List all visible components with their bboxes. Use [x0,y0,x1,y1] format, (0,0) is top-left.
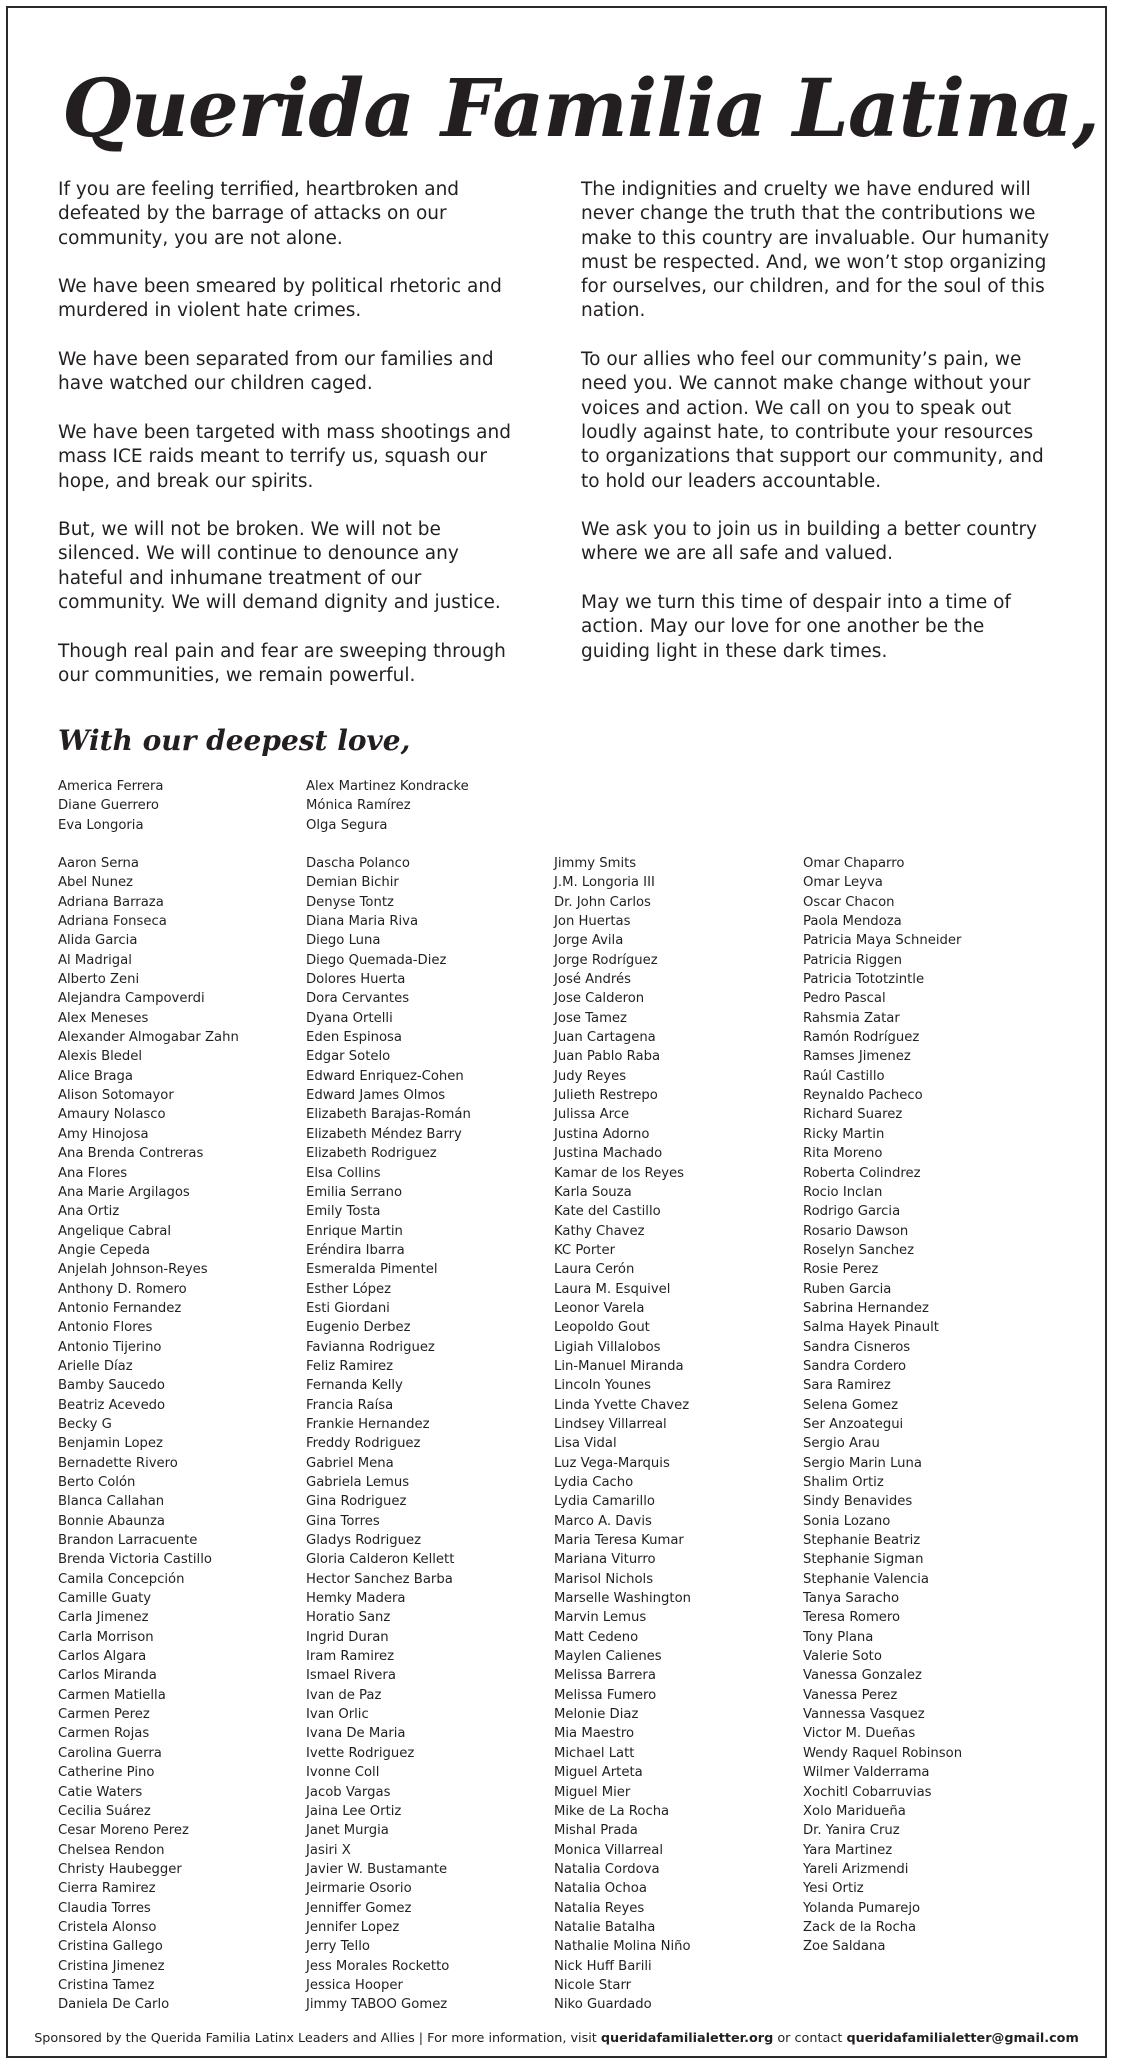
signer-name: Sergio Arau [803,1436,880,1452]
signer-name: Carmen Matiella [58,1687,166,1703]
signer-name: Sandra Cordero [803,1358,907,1374]
signer-name: Monica Villarreal [554,1842,663,1858]
signer-name: Rocio Inclan [803,1184,883,1200]
signer-name: Al Madrigal [58,952,132,968]
signer-name: Miguel Mier [554,1784,631,1800]
signer-name: Hemky Madera [306,1591,406,1607]
body-column-left [58,178,518,713]
signer-name: Camila Concepción [58,1571,185,1587]
signer-name: Adriana Barraza [58,894,164,910]
signer-name: Cecilia Suárez [58,1803,151,1819]
signer-name: Cristina Jimenez [58,1958,165,1974]
signer-name: Marvin Lemus [554,1610,647,1626]
signer-name: Alexander Almogabar Zahn [58,1030,239,1046]
signer-name: Cristina Gallego [58,1939,163,1955]
signer-name: Ingrid Duran [306,1629,389,1645]
signer-name: Vanessa Gonzalez [803,1668,922,1684]
signer-name: Wendy Raquel Robinson [803,1745,963,1761]
signer-name: José Andrés [554,972,631,988]
signer-name: Rahsmia Zatar [803,1010,900,1026]
signer-name: Rosario Dawson [803,1223,909,1239]
signer-name: Ser Anzoategui [803,1416,904,1432]
signer-name: Alberto Zeni [58,972,140,988]
signer-name: Carla Jimenez [58,1610,149,1626]
letter-page [6,6,1107,2058]
signers-col-1 [58,854,239,2015]
signer-name: Yesi Ortiz [803,1881,864,1897]
signer-name: Abel Nunez [58,875,133,891]
signer-name: J.M. Longoria III [554,875,655,891]
body-column-right [581,178,1051,688]
signer-name: Julissa Arce [554,1107,630,1123]
signer-name: Ramón Rodríguez [803,1030,920,1046]
signer-name: Carmen Perez [58,1707,150,1723]
signer-name: Tony Plana [803,1629,874,1645]
body-paragraph: We have been smeared by political rhetoric and murdered in violent hate crimes. [58,276,502,322]
signer-name: Yolanda Pumarejo [803,1900,921,1916]
signer-name: Lydia Cacho [554,1475,634,1490]
signer-name: Patricia Tototzintle [803,972,925,988]
signer-name: Jaina Lee Ortiz [306,1803,402,1819]
signer-name: Justina Adorno [554,1126,650,1142]
signer-name: Carolina Guerra [58,1745,162,1761]
signer-name: Lincoln Younes [554,1378,651,1394]
signer-name: Ivana De Maria [306,1726,406,1742]
signer-name: Maylen Calienes [554,1649,662,1665]
signer-name: Zack de la Rocha [803,1919,917,1935]
signer-name: Natalia Reyes [554,1900,645,1916]
signer-name: Mike de La Rocha [554,1803,670,1819]
signer-name: Gina Rodriguez [306,1494,407,1510]
signer-name: Iram Ramirez [306,1649,395,1665]
signer-name: Jasiri X [306,1842,351,1858]
signer-name: Linda Yvette Chavez [554,1397,690,1413]
signer-name: Camille Guaty [58,1591,152,1607]
signer-name: Angie Cepeda [58,1242,150,1258]
signer-name: Horatio Sanz [306,1610,391,1626]
signer-name: Alex Meneses [58,1010,149,1026]
signer-name: Cristela Alonso [58,1919,157,1935]
body-paragraph: We have been separated from our families and have watched our children caged. [58,349,494,395]
signer-name: Roberta Colindrez [803,1165,921,1181]
signer-name: Lin-Manuel Miranda [554,1358,684,1374]
signer-name: Bamby Saucedo [58,1378,165,1394]
signer-name: Lydia Camarillo [554,1494,655,1510]
signer-name: Juan Cartagena [554,1030,656,1046]
signer-name: Melissa Fumero [554,1687,657,1703]
signer-name: Jon Huertas [554,914,631,930]
signer-name: Ivan Orlic [306,1707,369,1723]
signer-name: Sabrina Hernandez [803,1300,929,1316]
signer-name: Cesar Moreno Perez [58,1823,189,1839]
signer-name: Elizabeth Barajas-Román [306,1107,471,1123]
signer-name: Arielle Díaz [58,1358,133,1374]
signer-name: Zoe Saldana [803,1939,886,1955]
signer-name: Ivonne Coll [306,1765,380,1781]
signer-name: Xolo Maridueña [803,1803,906,1819]
signer-name: Feliz Ramirez [306,1358,394,1374]
signer-name: Jess Morales Rocketto [306,1958,450,1974]
signer-name: Leopoldo Gout [554,1320,650,1336]
signer-name: Rosie Perez [803,1262,879,1278]
signer-name: Marselle Washington [554,1591,691,1607]
signer-name: Alejandra Campoverdi [58,991,205,1007]
signer-name: Eréndira Ibarra [306,1242,405,1258]
signer-name: Nick Huff Barili [554,1958,652,1974]
signer-name: Emily Tosta [306,1204,381,1220]
signer-name: Brenda Victoria Castillo [58,1552,212,1568]
body-paragraph: The indignities and cruelty we have endured will never change the truth that the contributions we make to this country are invaluable. Our humanity must be respected. And, we won’t stop organizing for ourselves, our children, and for the soul of this nation. [581,179,1050,322]
footer-middle: or contact [773,2031,847,2046]
signer-name: Denyse Tontz [306,894,394,910]
signer-name: Judy Reyes [554,1068,627,1084]
signer-name: Alison Sotomayor [58,1088,174,1104]
signer-name: Francia Raísa [306,1397,394,1413]
signer-name: Anthony D. Romero [58,1281,187,1297]
signer-name: Dascha Polanco [306,856,410,871]
signer-name: Jose Calderon [554,991,645,1007]
signer-name: Alida Garcia [58,933,138,949]
signer-name: Jeirmarie Osorio [306,1881,412,1897]
signer-name: Daniela De Carlo [58,1997,170,2013]
signer-name: Dyana Ortelli [306,1010,393,1026]
signer-name: Adriana Fonseca [58,914,167,930]
signer-name: Selena Gomez [803,1397,899,1413]
signer-name: Eden Espinosa [306,1030,402,1046]
signer-name: Niko Guardado [554,1997,652,2013]
signer-name: Ligiah Villalobos [554,1339,661,1355]
signer-name: Claudia Torres [58,1900,151,1916]
signer-name: Mónica Ramírez [306,798,411,814]
signer-name: Xochitl Cobarruvias [803,1784,932,1800]
signer-name: KC Porter [554,1242,616,1258]
signer-name: Pedro Pascal [803,991,886,1007]
signer-name: Omar Chaparro [803,856,905,871]
signer-name: Lisa Vidal [554,1436,617,1452]
signer-name: Jennifer Lopez [306,1919,400,1935]
signer-name: Sandra Cisneros [803,1339,911,1355]
signer-name: Salma Hayek Pinault [803,1320,939,1336]
signer-name: Sonia Lozano [803,1513,891,1529]
signer-name: Alice Braga [58,1068,133,1084]
signer-name: Bernadette Rivero [58,1455,178,1471]
signer-name: Rodrigo Garcia [803,1204,901,1220]
letter-title: Querida Familia Latina, [62,61,1099,155]
signer-name: Diego Luna [306,933,381,949]
signer-name: Laura Cerón [554,1262,635,1278]
signer-name: Oscar Chacon [803,894,895,910]
signer-name: Edward James Olmos [306,1088,446,1104]
signer-name: Eva Longoria [58,817,144,833]
footer-prefix: Sponsored by the Querida Familia Latinx Leaders and Allies | For more information, visit [34,2031,601,2046]
signer-name: Emilia Serrano [306,1184,403,1200]
signer-name: Reynaldo Pacheco [803,1088,923,1104]
signer-name: Mia Maestro [554,1726,635,1742]
signer-name: Karla Souza [554,1184,632,1200]
signer-name: Jerry Tello [306,1939,370,1955]
signer-name: Luz Vega-Marquis [554,1455,670,1471]
signer-name: Diego Quemada-Diez [306,952,447,968]
signer-name: Sergio Marin Luna [803,1455,922,1471]
signer-name: Ruben Garcia [803,1281,892,1297]
signer-name: Javier W. Bustamante [306,1861,448,1877]
signer-name: Enrique Martin [306,1223,403,1239]
body-paragraph: But, we will not be broken. We will not be silenced. We will continue to denounce any hateful and inhumane treatment of our community. We will demand dignity and justice. [58,519,501,614]
signer-name: Maria Teresa Kumar [554,1533,684,1549]
signer-name: Tanya Saracho [803,1591,900,1607]
signer-name: Cristina Tamez [58,1977,155,1993]
signer-name: Jorge Rodríguez [554,952,658,968]
signer-name: Miguel Arteta [554,1765,643,1781]
signer-name: Jimmy Smits [554,856,637,871]
signer-name: Elsa Collins [306,1165,381,1181]
signer-name: Ivette Rodriguez [306,1745,415,1761]
body-paragraph: May we turn this time of despair into a time of action. May our love for one another be the guiding light in these dark times. [581,592,1011,662]
signer-name: Patricia Riggen [803,952,902,968]
signer-name: Gabriel Mena [306,1455,394,1471]
signer-name: Alex Martinez Kondracke [306,779,469,794]
signer-name: Carla Morrison [58,1629,154,1645]
body-paragraph: Though real pain and fear are sweeping through our communities, we remain powerful. [58,640,506,686]
footer-website-link[interactable]: queridafamilialetter.org [600,2031,774,2046]
signer-name: Antonio Tijerino [58,1339,162,1355]
signer-name: Frankie Hernandez [306,1416,430,1432]
signer-name: Ismael Rivera [306,1668,396,1684]
signer-name: Jimmy TABOO Gomez [306,1997,448,2013]
lead-signers-col-1 [58,777,164,835]
signer-name: Kamar de los Reyes [554,1165,684,1181]
signer-name: Natalia Cordova [554,1861,660,1877]
signer-name: Demian Bichir [306,875,399,891]
signer-name: Diane Guerrero [58,798,159,814]
signer-name: Juan Pablo Raba [554,1049,661,1065]
signer-name: Antonio Flores [58,1320,153,1336]
signer-name: Rita Moreno [803,1146,883,1162]
signer-name: Dr. Yanira Cruz [803,1823,900,1839]
signer-name: Yara Martinez [803,1842,893,1858]
signer-name: Paola Mendoza [803,914,902,930]
signer-name: Esther López [306,1281,392,1297]
body-paragraph: We have been targeted with mass shootings and mass ICE raids meant to terrify us, squash our hope, and break our spirits. [58,421,511,492]
signer-name: Edgar Sotelo [306,1049,391,1065]
signer-name: Teresa Romero [803,1610,901,1626]
signers-col-3 [554,854,691,2015]
signer-name: Sara Ramirez [803,1378,891,1394]
signer-name: Olga Segura [306,817,388,833]
signer-name: Nicole Starr [554,1977,632,1993]
body-paragraph: To our allies who feel our community’s pain, we need you. We cannot make change without your voices and action. We call on you to speak out loudly against hate, to contribute your resources to organizations that support our community, and to hold our leaders accountable. [581,349,1044,492]
signer-name: Becky G [58,1416,112,1432]
signer-name: Lindsey Villarreal [554,1416,667,1432]
body-paragraph: If you are feeling terrified, heartbroken and defeated by the barrage of attacks on our community, you are not alone. [58,179,460,249]
signer-name: Yareli Arizmendi [803,1861,909,1877]
signer-name: Kathy Chavez [554,1223,645,1239]
signer-name: Gloria Calderon Kellett [306,1552,455,1568]
signer-name: Marisol Nichols [554,1571,654,1587]
signer-name: Natalia Ochoa [554,1881,647,1897]
signer-name: Valerie Soto [803,1649,882,1665]
signer-name: Aaron Serna [58,856,139,871]
signer-name: Gladys Rodriguez [306,1533,422,1549]
signer-name: Antonio Fernandez [58,1300,182,1316]
signer-name: Leonor Varela [554,1300,645,1316]
signer-name: Ana Flores [58,1165,128,1181]
signer-name: Vannessa Vasquez [803,1707,925,1723]
signer-name: Jorge Avila [554,933,624,949]
signer-name: Julieth Restrepo [554,1088,658,1104]
signer-name: Beatriz Acevedo [58,1397,166,1413]
signer-name: Carlos Miranda [58,1668,157,1684]
signer-name: Nathalie Molina Niño [554,1939,691,1955]
signer-name: Roselyn Sanchez [803,1242,915,1258]
signer-name: Fernanda Kelly [306,1378,403,1394]
signer-name: Carmen Rojas [58,1726,150,1742]
signer-name: Dora Cervantes [306,991,410,1007]
signer-name: Freddy Rodriguez [306,1436,421,1452]
signer-name: Catherine Pino [58,1765,155,1781]
signer-name: Raúl Castillo [803,1068,885,1084]
signers-col-4 [803,854,962,1957]
signer-name: Shalim Ortiz [803,1475,884,1490]
signer-name: Jenniffer Gomez [306,1900,412,1916]
footer-email-link[interactable]: queridafamilialetter@gmail.com [846,2031,1079,2046]
signer-name: Richard Suarez [803,1107,903,1123]
signer-name: Esmeralda Pimentel [306,1262,438,1278]
signer-name: Wilmer Valderrama [803,1765,930,1781]
signer-name: Melonie Diaz [554,1707,639,1723]
signer-name: Diana Maria Riva [306,914,419,930]
signer-name: Omar Leyva [803,875,883,891]
lead-signers-col-2 [306,777,469,835]
signer-name: Eugenio Derbez [306,1320,411,1336]
signer-name: Amy Hinojosa [58,1126,149,1142]
signer-name: Cierra Ramirez [58,1881,156,1897]
signer-name: Favianna Rodriguez [306,1339,435,1355]
signer-name: Melissa Barrera [554,1668,656,1684]
signer-name: Berto Colón [58,1475,136,1490]
signer-name: Ivan de Paz [306,1687,382,1703]
signer-name: Ana Ortiz [58,1204,120,1220]
signer-name: Bonnie Abaunza [58,1513,165,1529]
signer-name: Ana Marie Argilagos [58,1184,190,1200]
signer-name: Stephanie Valencia [803,1571,930,1587]
signer-name: Alexis Bledel [58,1049,143,1065]
signers-col-2 [306,854,471,2015]
signer-name: Jacob Vargas [306,1784,391,1800]
signer-name: Natalie Batalha [554,1919,656,1935]
signer-name: Ricky Martin [803,1126,885,1142]
signer-name: Kate del Castillo [554,1204,661,1220]
signer-name: Hector Sanchez Barba [306,1571,453,1587]
signer-name: Mishal Prada [554,1823,638,1839]
signer-name: America Ferrera [58,779,164,794]
signer-name: Justina Machado [554,1146,663,1162]
signer-name: Patricia Maya Schneider [803,933,962,949]
signer-name: Ana Brenda Contreras [58,1146,204,1162]
signer-name: Michael Latt [554,1745,635,1761]
signer-name: Victor M. Dueñas [803,1726,916,1742]
signer-name: Benjamin Lopez [58,1436,163,1452]
signer-name: Catie Waters [58,1784,143,1800]
signer-name: Esti Giordani [306,1300,390,1316]
signer-name: Stephanie Beatriz [803,1533,921,1549]
signer-name: Ramses Jimenez [803,1049,911,1065]
signer-name: Laura M. Esquivel [554,1281,671,1297]
signer-name: Mariana Viturro [554,1552,656,1568]
signer-name: Gabriela Lemus [306,1475,410,1490]
signer-name: Elizabeth Rodriguez [306,1146,437,1162]
signer-name: Matt Cedeno [554,1629,639,1645]
signer-name: Anjelah Johnson-Reyes [58,1262,208,1278]
signer-name: Edward Enriquez-Cohen [306,1068,464,1084]
signer-name: Blanca Callahan [58,1494,165,1510]
signer-name: Vanessa Perez [803,1687,898,1703]
signer-name: Gina Torres [306,1513,380,1529]
signer-name: Marco A. Davis [554,1513,652,1529]
closing-salutation: With our deepest love, [58,724,411,757]
signer-name: Jessica Hooper [306,1977,403,1993]
signer-name: Angelique Cabral [58,1223,172,1239]
signer-name: Dolores Huerta [306,972,406,988]
signer-name: Brandon Larracuente [58,1533,198,1549]
signer-name: Sindy Benavides [803,1494,913,1510]
signer-name: Janet Murgia [306,1823,389,1839]
signer-name: Stephanie Sigman [803,1552,924,1568]
signer-name: Carlos Algara [58,1649,147,1665]
signer-name: Christy Haubegger [58,1861,182,1877]
signer-name: Amaury Nolasco [58,1107,166,1123]
signer-name: Chelsea Rendon [58,1842,165,1858]
signer-name: Dr. John Carlos [554,894,651,910]
signer-name: Jose Tamez [554,1010,627,1026]
body-paragraph: We ask you to join us in building a better country where we are all safe and valued. [581,519,1038,565]
signer-name: Elizabeth Méndez Barry [306,1126,462,1142]
sponsor-footer [8,2031,1105,2046]
